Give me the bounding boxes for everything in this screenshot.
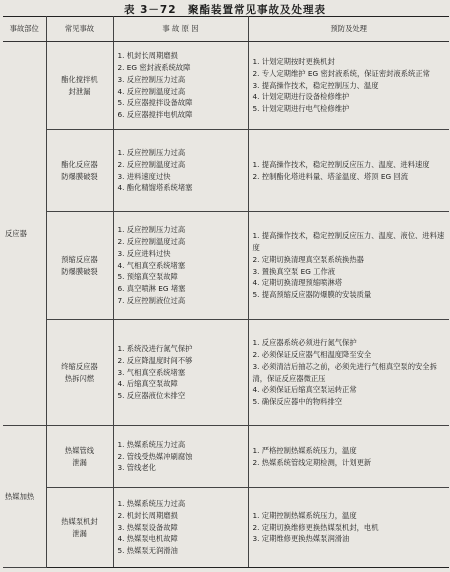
accident-line: 酯化反应器 [61, 159, 98, 169]
cause-cell [113, 42, 248, 130]
cause-item: 3. 反应控制压力过高 [117, 74, 186, 84]
cause-item: 1. 反应控制压力过高 [117, 224, 186, 234]
table-row [3, 212, 449, 320]
cause-cell [113, 212, 248, 320]
measure-cell [248, 488, 449, 568]
measure-item: 4. 计划定期进行设备检修维护 [252, 92, 350, 102]
cause-item: 7. 反应控制液位过高 [117, 296, 186, 306]
table-row [3, 130, 449, 212]
accident-cell [46, 42, 113, 130]
measure-item: 5. 确保反应器中的物料排空 [252, 397, 343, 407]
measure-item: 1. 提高操作技术，稳定控制反应压力、温度、进料速度 [252, 159, 430, 169]
accident-cell [46, 320, 113, 426]
accident-cell [46, 130, 113, 212]
measure-item: 5. 计划定期进行电气检修维护 [252, 104, 350, 114]
cause-item: 2. 管线受热媒冲刷腐蚀 [117, 451, 193, 461]
measure-item: 1. 严格控制热媒系统压力，温度 [252, 445, 357, 455]
table-row [3, 320, 449, 426]
cause-item: 6. 反应器搅拌电机故障 [117, 110, 193, 120]
accident-line: 热拆闪燃 [64, 373, 95, 383]
measure-item: 3. 置换真空泵 EG 工作液 [252, 266, 336, 276]
table-title: 表 3－72 聚酯装置常见事故及处理表 [123, 4, 327, 16]
cause-item: 6. 真空喷淋 EG 堵塞 [117, 284, 186, 294]
accident-cell [46, 488, 113, 568]
header-accident: 常见事故 [46, 17, 113, 42]
category-heating: 热媒加热 [3, 426, 46, 568]
cause-item: 2. 反应控制温度过高 [117, 159, 186, 169]
cause-item: 1. 热媒系统压力过高 [117, 498, 186, 508]
measure-item: 4. 必须保证后缩真空泵运转正常 [252, 385, 357, 395]
measure-item: 1. 反应器系统必须进行氮气保护 [252, 337, 357, 347]
header-cause: 事 故 原 因 [113, 17, 248, 42]
accident-line: 防爆膜破裂 [61, 266, 98, 276]
accident-line: 热媒泵机封 [61, 516, 98, 526]
cause-item: 5. 预缩真空泵故障 [117, 272, 178, 282]
cause-item: 5. 反应器搅拌设备故障 [117, 98, 193, 108]
cause-item: 2. EG 密封液系统故障 [117, 62, 191, 72]
cause-item: 2. 反应控制温度过高 [117, 236, 186, 246]
measure-item: 5. 提高预缩反应器防爆膜的安装质量 [252, 290, 372, 300]
cause-item: 3. 反应进料过快 [117, 248, 171, 258]
measure-cell [248, 212, 449, 320]
header-location: 事故部位 [3, 17, 46, 42]
accident-line: 热媒管线 [64, 445, 95, 455]
table-row [3, 426, 449, 488]
measure-item: 3. 提高操作技术，稳定控制压力、温度 [252, 80, 379, 90]
measure-item: 3. 定期维修更换热媒泵润滑油 [252, 534, 350, 544]
cause-cell [113, 426, 248, 488]
cause-item: 3. 进料速度过快 [117, 171, 171, 181]
measure-item: 2. 定期切换维修更换热媒泵机封，电机 [252, 522, 379, 532]
measure-item: 1. 定期控制热媒系统压力，温度 [252, 510, 357, 520]
measure-item: 2. 热媒系统管线定期检测，计划更新 [252, 457, 372, 467]
cause-item: 3. 热媒泵设备故障 [117, 522, 178, 532]
cause-item: 4. 气相真空系统堵塞 [117, 260, 186, 270]
accident-line: 泄漏 [72, 528, 87, 538]
measure-item: 3. 必须清洁后抽芯之前，必须先进行气相真空泵的安全拆清，保证反应器微正压 [252, 361, 437, 383]
table-row [3, 42, 449, 130]
cause-item: 5. 热媒泵无润滑油 [117, 546, 178, 556]
cause-item: 2. 反应降温度时间不够 [117, 355, 193, 365]
measure-item: 2. 定期切换清理真空泵系统换热器 [252, 254, 364, 264]
header-measure: 预防及处理 [248, 17, 449, 42]
measure-cell [248, 426, 449, 488]
measure-cell [248, 42, 449, 130]
cause-item: 4. 酯化精馏塔系统堵塞 [117, 183, 193, 193]
cause-item: 4. 反应控制温度过高 [117, 86, 186, 96]
cause-item: 3. 管线老化 [117, 463, 156, 473]
measure-item: 2. 控制酯化塔进料量、塔釜温度、塔顶 EG 回流 [252, 171, 409, 181]
cause-item: 1. 系统没进行氮气保护 [117, 343, 193, 353]
cause-item: 2. 机封长周期磨损 [117, 510, 178, 520]
cause-item: 3. 气相真空系统堵塞 [117, 367, 186, 377]
cause-cell [113, 130, 248, 212]
measure-item: 4. 定期切换清理预缩喷淋塔 [252, 278, 343, 288]
accident-line: 封泄漏 [68, 86, 91, 96]
accident-line: 预缩反应器 [61, 254, 98, 264]
cause-cell [113, 488, 248, 568]
accident-line: 泄漏 [72, 457, 87, 467]
cause-item: 4. 热媒泵电机故障 [117, 534, 178, 544]
measure-item: 2. 必须保证反应器气相温度降至安全 [252, 349, 372, 359]
cause-item: 1. 反应控制压力过高 [117, 147, 186, 157]
accident-table [3, 16, 449, 568]
accident-line: 酯化搅拌机 [61, 74, 98, 84]
measure-item: 2. 专人定期维护 EG 密封液系统，保证密封液系统正常 [252, 68, 430, 78]
measure-cell [248, 320, 449, 426]
table-row [3, 488, 449, 568]
accident-line: 防爆膜破裂 [61, 171, 98, 181]
measure-cell [248, 130, 449, 212]
header-row [3, 17, 449, 42]
cause-item: 5. 反应器液位未排空 [117, 391, 186, 401]
measure-item: 1. 计划定期按时更换机封 [252, 56, 335, 66]
cause-cell [113, 320, 248, 426]
cause-item: 1. 机封长周期磨损 [117, 50, 178, 60]
accident-line: 终缩反应器 [61, 361, 98, 371]
accident-cell [46, 212, 113, 320]
cause-item: 4. 后缩真空泵故障 [117, 379, 178, 389]
measure-item: 1. 提高操作技术，稳定控制反应压力、温度、液位、进料速度 [252, 230, 445, 252]
category-reactor: 反应器 [3, 42, 46, 426]
cause-item: 1. 热媒系统压力过高 [117, 439, 186, 449]
accident-cell [46, 426, 113, 488]
